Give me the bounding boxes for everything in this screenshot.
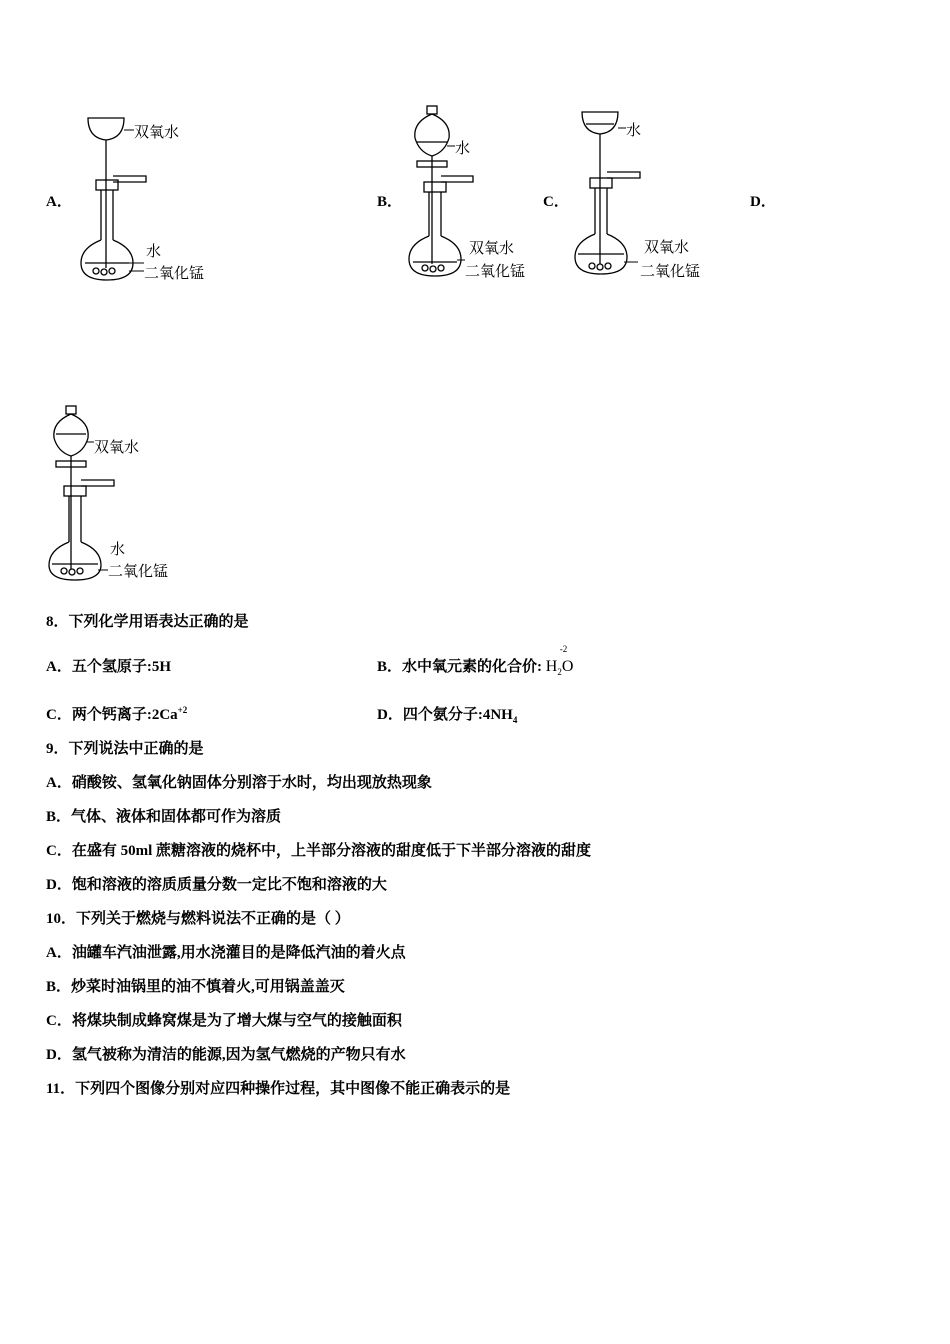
- q10-option-d: D．氢气被称为清洁的能源,因为氢气燃烧的产物只有水: [46, 1047, 406, 1063]
- q8-option-b-text: B．水中氧元素的化合价:: [377, 659, 543, 675]
- q8-option-b-o: O: [561, 658, 574, 675]
- q9-option-b: B．气体、液体和固体都可作为溶质: [46, 809, 282, 825]
- apparatus-d-mid-label: 水: [110, 540, 126, 558]
- q11-stem: 11．下列四个图像分别对应四种操作过程，其中图像不能正确表示的是: [46, 1081, 511, 1097]
- q10-option-c: C．将煤块制成蜂窝煤是为了增大煤与空气的接触面积: [46, 1013, 402, 1029]
- option-c-letter: C．: [543, 194, 569, 210]
- apparatus-b-bottom-label: 二氧化锰: [465, 262, 526, 280]
- q8-stem: 8．下列化学用语表达正确的是: [46, 614, 249, 630]
- apparatus-c: [572, 104, 722, 284]
- option-d-letter: D．: [750, 194, 776, 210]
- q8-option-b-valence: -2: [559, 644, 568, 654]
- apparatus-a: [76, 108, 226, 288]
- apparatus-d-drawing: [44, 404, 194, 584]
- apparatus-a-top-label: 双氧水: [134, 123, 180, 141]
- apparatus-c-bottom-label: 二氧化锰: [640, 262, 701, 280]
- apparatus-b-drawing: [405, 104, 555, 284]
- q10-stem: 10．下列关于燃烧与燃料说法不正确的是（ ）: [46, 911, 350, 927]
- q8-option-c: [46, 703, 187, 724]
- apparatus-a-bottom-label: 二氧化锰: [144, 264, 205, 282]
- apparatus-d-top-label: 双氧水: [94, 438, 140, 456]
- apparatus-c-mid-label: 双氧水: [644, 238, 690, 256]
- apparatus-b: [405, 104, 555, 284]
- q10-option-b: B．炒菜时油锅里的油不慎着火,可用锅盖盖灭: [46, 979, 345, 995]
- apparatus-a-drawing: [76, 108, 226, 288]
- apparatus-d-bottom-label: 二氧化锰: [108, 562, 169, 580]
- q8-option-c-text: C．两个钙离子:2Ca: [46, 707, 178, 723]
- apparatus-a-mid-label: 水: [146, 242, 162, 260]
- q8-option-a: A．五个氢原子:5H: [46, 659, 171, 675]
- q9-option-d: D．饱和溶液的溶质质量分数一定比不饱和溶液的大: [46, 877, 387, 893]
- q8-option-b-h: H: [545, 658, 558, 675]
- apparatus-c-top-label: 水: [626, 121, 642, 139]
- apparatus-d: [44, 404, 194, 584]
- q10-option-a: A．油罐车汽油泄露,用水浇灌目的是降低汽油的着火点: [46, 945, 406, 961]
- q8-option-b: [377, 644, 574, 678]
- q8-option-d-sub: 4: [512, 715, 518, 725]
- q9-option-a: A．硝酸铵、氢氧化钠固体分别溶于水时，均出现放热现象: [46, 775, 432, 791]
- option-a-letter: A．: [46, 194, 72, 210]
- q8-option-c-sup: +2: [177, 705, 188, 715]
- option-b-letter: B．: [377, 194, 403, 210]
- q9-option-c: C．在盛有 50ml 蔗糖溶液的烧杯中，上半部分溶液的甜度低于下半部分溶液的甜度: [46, 843, 591, 859]
- apparatus-b-top-label: 水: [455, 139, 471, 157]
- q9-stem: 9．下列说法中正确的是: [46, 741, 204, 757]
- q8-option-d: [377, 703, 517, 725]
- apparatus-b-mid-label: 双氧水: [469, 239, 515, 257]
- q8-option-b-formula: [545, 644, 574, 678]
- apparatus-c-drawing: [572, 104, 722, 284]
- q8-option-b-sub: 2: [557, 667, 562, 678]
- q8-option-d-text: D．四个氨分子:4NH: [377, 707, 513, 723]
